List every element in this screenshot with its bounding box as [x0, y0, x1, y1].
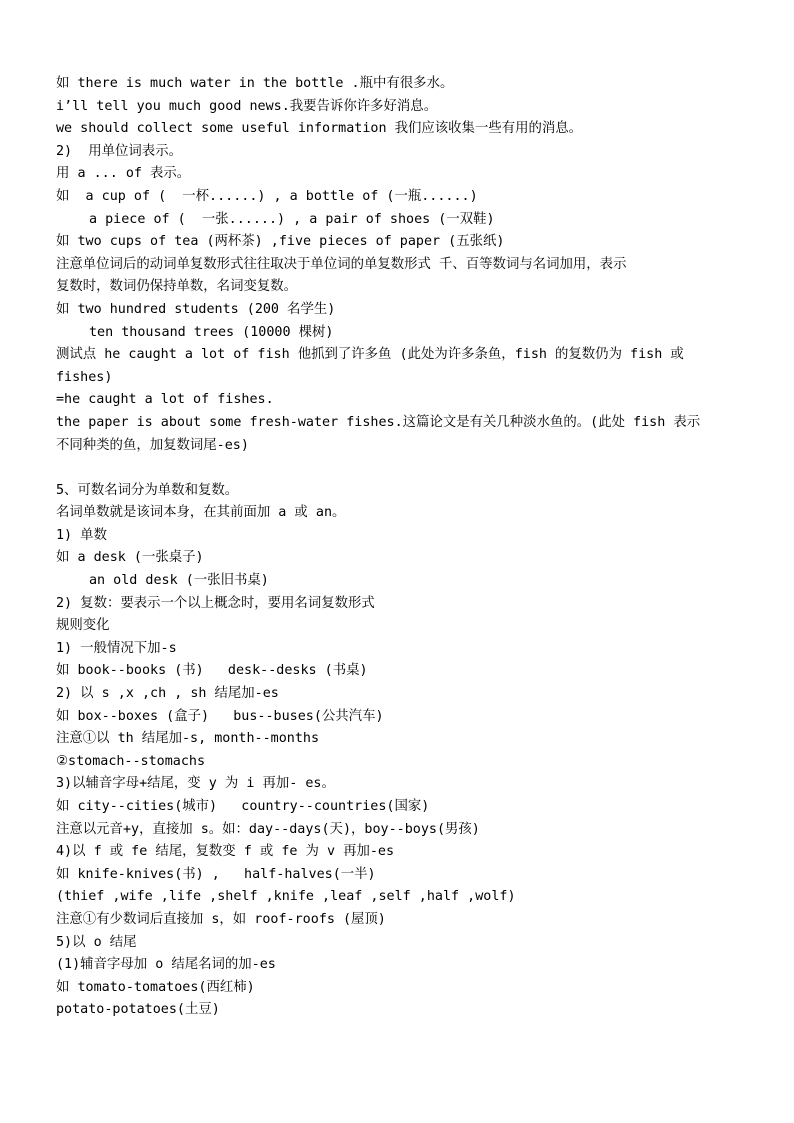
text-line: we should collect some useful information 我们应该收集一些有用的消息。 [56, 121, 583, 137]
text-line: (1)辅音字母加 o 结尾名词的加-es [56, 957, 276, 973]
text-line: fishes) [56, 369, 113, 385]
text-line: 如 a desk (一张桌子) [56, 550, 204, 566]
text-line: =he caught a lot of fishes. [56, 392, 274, 408]
text-line: 2) 复数：要表示一个以上概念时，要用名词复数形式 [56, 595, 375, 611]
text-line: 2) 用单位词表示。 [56, 143, 182, 159]
text-line: 如 box--boxes (盒子) bus--buses(公共汽车) [56, 708, 384, 724]
text-line: 如 a cup of ( 一杯......) , a bottle of (一瓶......) [56, 188, 478, 204]
text-line: a piece of ( 一张......) , a pair of shoes (一双鞋) [89, 211, 495, 227]
text-line: 5、可数名词分为单数和复数。 [56, 482, 239, 498]
text-line: an old desk (一张旧书桌) [89, 573, 269, 589]
text-line: 如 book--books (书) desk--desks (书桌) [56, 663, 368, 679]
text-line: i’ll tell you much good news.我要告诉你许多好消息。 [56, 98, 438, 114]
text-line: 注意以元音+y，直接加 s。如：day--days(天)，boy--boys(男孩) [56, 821, 480, 837]
text-line: 5)以 o 结尾 [56, 934, 137, 950]
text-line: 复数时，数词仍保持单数，名词变复数。 [56, 279, 298, 295]
blank-line [56, 457, 756, 480]
text-line: 3)以辅音字母+结尾，变 y 为 i 再加- es。 [56, 776, 335, 792]
text-line: 2) 以 s ,x ,ch , sh 结尾加-es [56, 686, 279, 702]
text-line: ②stomach--stomachs [56, 753, 206, 769]
text-line: potato-potatoes(土豆) [56, 1002, 220, 1018]
text-line: 如 two cups of tea (两杯茶) ,five pieces of paper (五张纸) [56, 234, 505, 250]
text-line: 1) 一般情况下加-s [56, 640, 177, 656]
text-line: 不同种类的鱼，加复数词尾-es) [56, 437, 249, 453]
text-line: (thief ,wife ,life ,shelf ,knife ,leaf ,self ,half ,wolf) [56, 889, 516, 905]
text-line: 1) 单数 [56, 527, 107, 543]
text-line: 如 two hundred students (200 名学生) [56, 301, 336, 317]
text-line: 4)以 f 或 fe 结尾，复数变 f 或 fe 为 v 再加-es [56, 844, 395, 860]
text-line: 如 knife-knives(书) , half-halves(一半) [56, 866, 376, 882]
text-line: the paper is about some fresh-water fishes.这篇论文是有关几种淡水鱼的。(此处 fish 表示 [56, 414, 701, 430]
text-line: 测试点 he caught a lot of fish 他抓到了许多鱼 (此处为许多条鱼，fish 的复数仍为 fish 或 [56, 347, 684, 363]
text-line: 名词单数就是该词本身，在其前面加 a 或 an。 [56, 505, 346, 521]
text-line: 如 there is much water in the bottle .瓶中有很多水。 [56, 76, 454, 91]
text-line: 规则变化 [56, 618, 110, 634]
text-line: 注意①以 th 结尾加-s, month--months [56, 731, 320, 747]
text-line: ten thousand trees (10000 棵树) [89, 324, 334, 340]
text-line: 如 city--cities(城市) country--countries(国家) [56, 799, 430, 814]
text-line: 如 tomato-tomatoes(西红柿) [56, 979, 255, 995]
text-line: 注意单位词后的动词单复数形式往往取决于单位词的单复数形式 千、百等数词与名词加用，表示 [56, 256, 627, 272]
text-line: 用 a ... of 表示。 [56, 166, 191, 182]
text-line: 注意①有少数词后直接加 s，如 roof-roofs (屋顶) [56, 911, 386, 927]
document-page [56, 73, 756, 1022]
